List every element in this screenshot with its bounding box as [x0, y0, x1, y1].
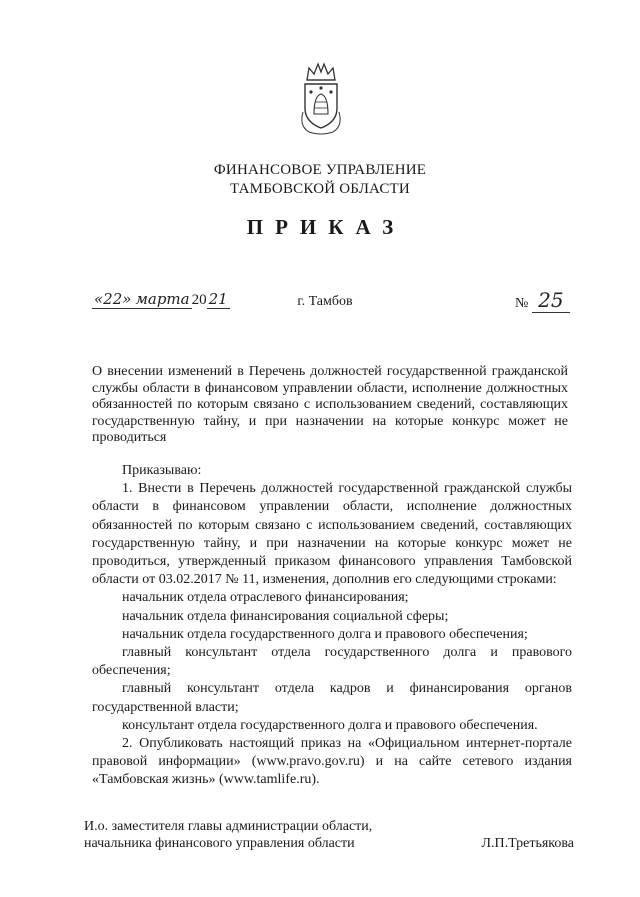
date-year-prefix: 20 — [191, 292, 207, 308]
number-label: № — [515, 296, 529, 311]
list-item: главный консультант отдела государственного долга и правового обеспечения; — [92, 645, 572, 679]
order-paragraph-1: 1. Внести в Перечень должностей государственной гражданской службы области в финансовом управлении области, исполнение должностных обязанностей по которым связано с использованием сведений, составляющих государственную тайну, и при назначении на которые конкурс может не проводиться, утвержденный приказом финансового управления Тамбовской области от 03.02.2017 № 11, изменения, дополнив его следующими строками: — [92, 481, 572, 588]
organization-line-1: ФИНАНСОВОЕ УПРАВЛЕНИЕ — [213, 162, 427, 178]
document-number — [515, 288, 570, 313]
signatory-name: Л.П.Третьякова — [481, 836, 574, 851]
order-paragraph-2: 2. Опубликовать настоящий приказ на «Официальном интернет-портале правовой информации» (www.pravo.gov.ru) и на сайте сетевого издания «Тамбовская жизнь» (www.tamlife.ru). — [92, 736, 572, 788]
list-item: консультант отдела государственного долга и правового обеспечения. — [122, 717, 538, 733]
list-item: начальник отдела государственного долга и правового обеспечения; — [122, 626, 528, 642]
date-month: марта — [135, 290, 190, 308]
number-value: 25 — [532, 288, 570, 313]
document-type-title: ПРИКАЗ — [246, 215, 406, 239]
signatory-position-line-2: начальника финансового управления области — [84, 836, 355, 851]
date-year-suffix: 21 — [208, 290, 228, 308]
order-subject: О внесении изменений в Перечень должностей государственной гражданской службы области в финансовом управлении области, исполнение должностных обязанностей по которым связано с использованием сведений, составляющих государственную тайну, и при назначении на которые конкурс может не проводиться — [92, 364, 568, 445]
order-body — [92, 462, 572, 790]
tambov-coat-of-arms-icon — [297, 62, 345, 136]
list-item: начальник отдела отраслевого финансирования; — [122, 590, 409, 606]
list-item: начальник отдела финансирования социальной сферы; — [122, 608, 449, 624]
signatory-position-line-1: И.о. заместителя главы администрации области, — [84, 819, 373, 834]
organization-line-2: ТАМБОВСКОЙ ОБЛАСТИ — [230, 181, 410, 197]
date-day: «22» — [94, 290, 132, 308]
signature-block — [84, 818, 574, 852]
list-item: главный консультант отдела кадров и финансирования органов государственной власти; — [92, 681, 572, 715]
order-intro: Приказываю: — [122, 463, 202, 478]
document-city: г. Тамбов — [297, 294, 353, 309]
